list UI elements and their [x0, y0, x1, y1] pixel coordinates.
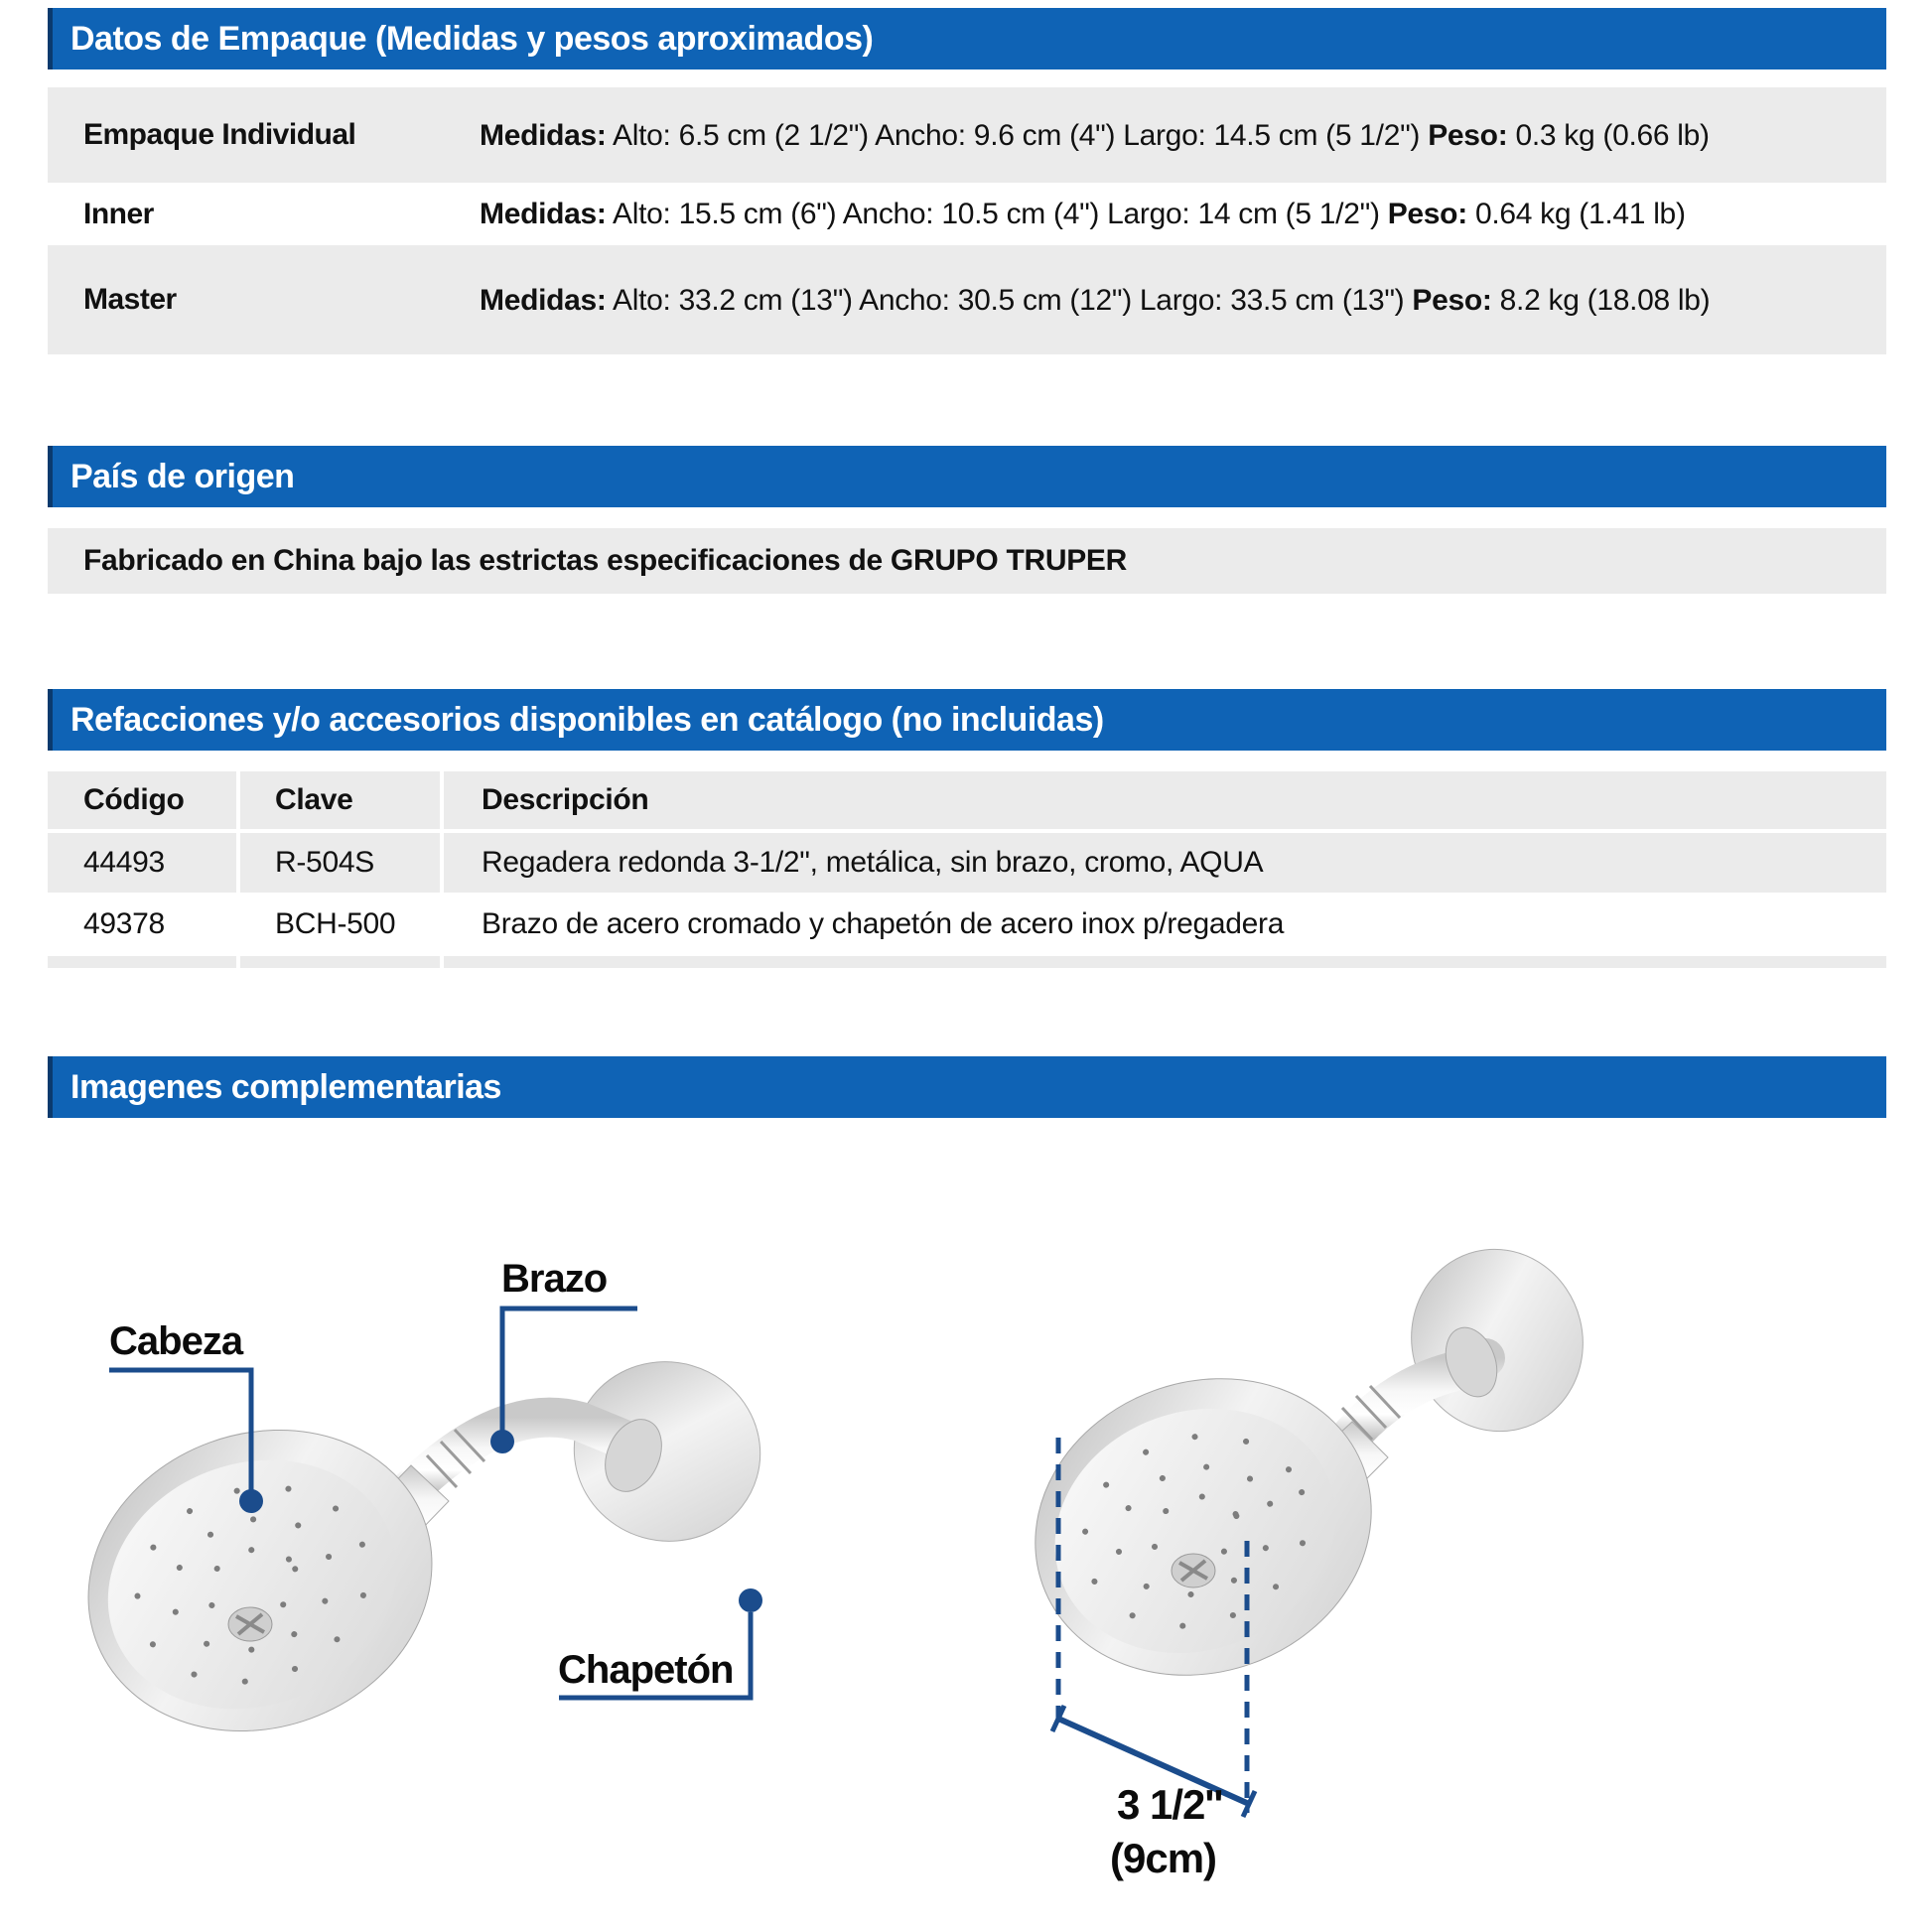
showerhead-left-illustration	[46, 1340, 781, 1779]
complementary-images-canvas	[0, 1142, 1932, 1932]
footer-cell	[48, 956, 236, 968]
peso-label: Peso:	[1412, 283, 1492, 317]
medidas-value: Alto: 6.5 cm (2 1/2") Ancho: 9.6 cm (4") Largo: 14.5 cm (5 1/2")	[613, 118, 1421, 152]
callout-label-chapeton: Chapetón	[558, 1648, 734, 1692]
section-title: Datos de Empaque (Medidas y pesos aproximados)	[70, 19, 874, 58]
row-value	[480, 183, 1886, 245]
medidas-value: Alto: 33.2 cm (13") Ancho: 30.5 cm (12") Largo: 33.5 cm (13")	[613, 283, 1405, 317]
callout-label-brazo: Brazo	[501, 1257, 608, 1301]
medidas-label: Medidas:	[480, 198, 607, 230]
peso-label: Peso:	[1387, 198, 1467, 230]
medidas-label: Medidas:	[480, 283, 607, 317]
section-header-imagenes	[48, 1056, 1886, 1118]
table-row-master	[48, 245, 1886, 354]
section-header-refacciones	[48, 689, 1886, 751]
row-value	[480, 245, 1886, 354]
showerhead-right-illustration	[993, 1231, 1601, 1722]
peso-value: 0.3 kg (0.66 lb)	[1515, 118, 1710, 152]
cell-descripcion: Brazo de acero cromado y chapetón de acero inox p/regadera	[482, 907, 1285, 940]
medidas-value: Alto: 15.5 cm (6") Ancho: 10.5 cm (4") Largo: 14 cm (5 1/2")	[613, 198, 1380, 230]
brazo-dot	[490, 1430, 514, 1453]
section-title: País de origen	[70, 457, 295, 495]
refacciones-row-1	[48, 833, 1886, 893]
peso-value: 8.2 kg (18.08 lb)	[1499, 283, 1711, 317]
peso-value: 0.64 kg (1.41 lb)	[1474, 198, 1686, 230]
cell-codigo: 44493	[48, 833, 236, 893]
medidas-label: Medidas:	[480, 118, 607, 152]
refacciones-footer-strip	[48, 956, 1886, 968]
row-label: Empaque Individual	[83, 118, 356, 151]
origen-text-row	[48, 528, 1886, 594]
cabeza-dot	[239, 1489, 263, 1513]
footer-cell	[240, 956, 440, 968]
refacciones-header-row	[48, 771, 1886, 829]
section-header-datos-empaque	[48, 8, 1886, 69]
section-title: Refacciones y/o accesorios disponibles en catálogo (no incluidas)	[70, 700, 1104, 739]
peso-label: Peso:	[1428, 118, 1508, 152]
footer-cell	[444, 956, 1886, 968]
column-header-clave: Clave	[240, 771, 440, 829]
column-header-codigo: Código	[48, 771, 236, 829]
chapeton-dot	[739, 1588, 762, 1612]
section-title: Imagenes complementarias	[70, 1067, 501, 1106]
dimension-label-inches: 3 1/2''	[1117, 1781, 1223, 1828]
origen-text: Fabricado en China bajo las estrictas especificaciones de GRUPO TRUPER	[83, 544, 1128, 577]
cell-clave: R-504S	[240, 833, 440, 893]
callout-label-cabeza: Cabeza	[109, 1319, 243, 1363]
cell-clave: BCH-500	[275, 907, 396, 940]
cell-descripcion: Regadera redonda 3-1/2", metálica, sin brazo, cromo, AQUA	[444, 833, 1886, 893]
table-row-inner	[48, 183, 1886, 245]
dimension-label-cm: (9cm)	[1110, 1835, 1217, 1881]
row-label: Inner	[83, 197, 154, 230]
row-label: Master	[83, 283, 177, 316]
section-header-pais-origen	[48, 446, 1886, 507]
table-row-empaque-individual	[48, 87, 1886, 183]
refacciones-row-2	[48, 893, 1886, 956]
column-header-descripcion: Descripción	[444, 771, 1886, 829]
cell-codigo: 49378	[83, 907, 165, 940]
row-value	[480, 87, 1886, 183]
